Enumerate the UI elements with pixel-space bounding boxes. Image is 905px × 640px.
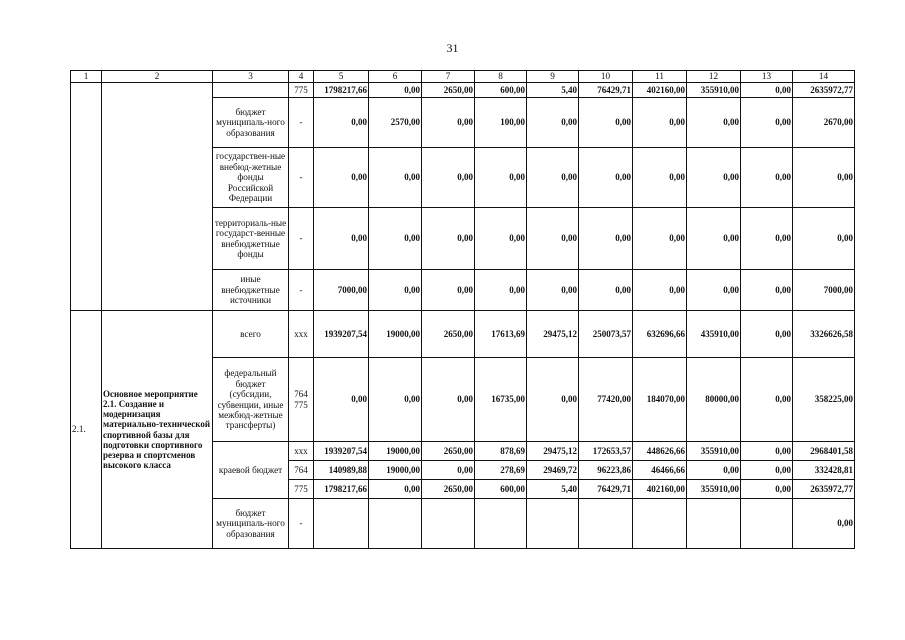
value-cell: 0,00 (579, 270, 633, 311)
value-cell: 0,00 (314, 148, 369, 208)
value-cell (633, 499, 687, 549)
value-cell (741, 499, 793, 549)
value-cell: 1939207,54 (314, 311, 369, 358)
code-cell: 764 (289, 461, 314, 480)
value-cell: 2570,00 (369, 98, 422, 148)
value-cell: 0,00 (369, 208, 422, 270)
value-cell: 7000,00 (314, 270, 369, 311)
value-cell: 29469,72 (527, 461, 579, 480)
table-row (71, 311, 855, 358)
value-cell: 0,00 (741, 480, 793, 499)
value-cell: 250073,57 (579, 311, 633, 358)
value-cell: 2635972,77 (793, 83, 855, 98)
value-cell: 0,00 (741, 148, 793, 208)
value-cell: 2650,00 (422, 442, 475, 461)
value-cell: 29475,12 (527, 311, 579, 358)
value-cell: 355910,00 (687, 83, 741, 98)
blank-cell (71, 83, 102, 311)
value-cell: 402160,00 (633, 480, 687, 499)
value-cell: 0,00 (475, 148, 527, 208)
value-cell: 0,00 (369, 83, 422, 98)
value-cell: 80000,00 (687, 358, 741, 442)
table-row (71, 83, 855, 98)
value-cell: 332428,81 (793, 461, 855, 480)
value-cell: 0,00 (422, 98, 475, 148)
code-cell: - (289, 98, 314, 148)
value-cell: 0,00 (687, 98, 741, 148)
value-cell: 0,00 (741, 208, 793, 270)
value-cell: 0,00 (687, 270, 741, 311)
value-cell: 0,00 (741, 311, 793, 358)
value-cell: 0,00 (422, 270, 475, 311)
value-cell: 1939207,54 (314, 442, 369, 461)
source-cell: федеральный бюджет (субсидии, субвенции, иные межбюд-жетные трансферты) (213, 358, 289, 442)
code-cell: ххх (289, 442, 314, 461)
page-number: 31 (446, 41, 459, 55)
value-cell: 0,00 (687, 208, 741, 270)
column-header: 12 (687, 71, 741, 83)
value-cell: 0,00 (314, 98, 369, 148)
code-cell: - (289, 208, 314, 270)
source-cell: иные внебюджетные источники (213, 270, 289, 311)
value-cell: 7000,00 (793, 270, 855, 311)
source-cell: бюджет муниципаль-ного образования (213, 499, 289, 549)
value-cell: 184070,00 (633, 358, 687, 442)
value-cell: 100,00 (475, 98, 527, 148)
value-cell: 0,00 (687, 148, 741, 208)
value-cell: 172653,57 (579, 442, 633, 461)
value-cell: 435910,00 (687, 311, 741, 358)
value-cell: 0,00 (527, 148, 579, 208)
column-header: 14 (793, 71, 855, 83)
value-cell: 878,69 (475, 442, 527, 461)
value-cell: 0,00 (422, 461, 475, 480)
source-cell (213, 83, 289, 98)
column-header: 7 (422, 71, 475, 83)
value-cell: 0,00 (741, 83, 793, 98)
source-cell: бюджет муниципаль-ного образования (213, 98, 289, 148)
blank-cell (102, 83, 213, 311)
value-cell: 0,00 (369, 358, 422, 442)
value-cell: 0,00 (314, 358, 369, 442)
value-cell: 76429,71 (579, 480, 633, 499)
value-cell: 19000,00 (369, 442, 422, 461)
value-cell: 1798217,66 (314, 480, 369, 499)
value-cell (527, 499, 579, 549)
value-cell (314, 499, 369, 549)
code-cell: ххх (289, 311, 314, 358)
value-cell (579, 499, 633, 549)
value-cell: 0,00 (633, 148, 687, 208)
value-cell: 0,00 (579, 98, 633, 148)
column-header: 9 (527, 71, 579, 83)
value-cell: 0,00 (741, 98, 793, 148)
value-cell: 0,00 (741, 270, 793, 311)
value-cell: 29475,12 (527, 442, 579, 461)
source-cell: территориаль-ные государст-венные внебюджетные фонды (213, 208, 289, 270)
value-cell: 600,00 (475, 83, 527, 98)
value-cell (422, 499, 475, 549)
section-title: Основное мероприятие 2.1. Создание и модернизация материально-технической спортивной базы для подготовки спортивного резерва и спортсменов высокого класса (102, 311, 213, 549)
value-cell: 0,00 (741, 442, 793, 461)
value-cell: 96223,86 (579, 461, 633, 480)
value-cell: 0,00 (422, 358, 475, 442)
value-cell: 0,00 (314, 208, 369, 270)
column-header: 4 (289, 71, 314, 83)
value-cell: 0,00 (369, 148, 422, 208)
value-cell: 0,00 (369, 270, 422, 311)
budget-table (70, 70, 855, 549)
code-cell: - (289, 270, 314, 311)
value-cell: 16735,00 (475, 358, 527, 442)
code-cell: - (289, 499, 314, 549)
value-cell: 600,00 (475, 480, 527, 499)
value-cell: 278,69 (475, 461, 527, 480)
value-cell: 0,00 (633, 270, 687, 311)
value-cell (369, 499, 422, 549)
value-cell: 0,00 (793, 208, 855, 270)
column-header: 13 (741, 71, 793, 83)
column-header: 10 (579, 71, 633, 83)
source-cell: всего (213, 311, 289, 358)
value-cell: 0,00 (579, 208, 633, 270)
value-cell: 0,00 (793, 499, 855, 549)
value-cell: 355910,00 (687, 442, 741, 461)
value-cell: 0,00 (633, 208, 687, 270)
value-cell: 19000,00 (369, 461, 422, 480)
value-cell: 2670,00 (793, 98, 855, 148)
column-header: 2 (102, 71, 213, 83)
value-cell: 0,00 (527, 98, 579, 148)
value-cell: 358225,00 (793, 358, 855, 442)
header-row (71, 71, 855, 83)
value-cell: 2635972,77 (793, 480, 855, 499)
value-cell: 0,00 (475, 270, 527, 311)
value-cell: 0,00 (579, 148, 633, 208)
value-cell: 0,00 (741, 461, 793, 480)
value-cell: 0,00 (793, 148, 855, 208)
code-cell: 764 775 (289, 358, 314, 442)
value-cell (475, 499, 527, 549)
value-cell: 140989,88 (314, 461, 369, 480)
value-cell: 2650,00 (422, 480, 475, 499)
value-cell: 0,00 (741, 358, 793, 442)
value-cell: 3326626,58 (793, 311, 855, 358)
value-cell: 76429,71 (579, 83, 633, 98)
value-cell: 0,00 (527, 358, 579, 442)
column-header: 8 (475, 71, 527, 83)
value-cell: 0,00 (687, 461, 741, 480)
value-cell: 0,00 (369, 480, 422, 499)
source-cell: государствен-ные внебюд-жетные фонды Российской Федерации (213, 148, 289, 208)
value-cell: 448626,66 (633, 442, 687, 461)
value-cell: 5,40 (527, 83, 579, 98)
value-cell: 632696,66 (633, 311, 687, 358)
value-cell: 19000,00 (369, 311, 422, 358)
value-cell: 46466,66 (633, 461, 687, 480)
source-cell: краевой бюджет (213, 442, 289, 499)
value-cell: 0,00 (527, 208, 579, 270)
code-cell: - (289, 148, 314, 208)
code-cell: 775 (289, 83, 314, 98)
value-cell: 17613,69 (475, 311, 527, 358)
value-cell (687, 499, 741, 549)
value-cell: 0,00 (475, 208, 527, 270)
column-header: 5 (314, 71, 369, 83)
value-cell: 2650,00 (422, 311, 475, 358)
value-cell: 0,00 (633, 98, 687, 148)
section-number: 2.1. (71, 311, 102, 549)
value-cell: 2650,00 (422, 83, 475, 98)
value-cell: 1798217,66 (314, 83, 369, 98)
column-header: 1 (71, 71, 102, 83)
column-header: 6 (369, 71, 422, 83)
code-cell: 775 (289, 480, 314, 499)
value-cell: 0,00 (527, 270, 579, 311)
column-header: 3 (213, 71, 289, 83)
value-cell: 77420,00 (579, 358, 633, 442)
value-cell: 0,00 (422, 148, 475, 208)
column-header: 11 (633, 71, 687, 83)
value-cell: 402160,00 (633, 83, 687, 98)
value-cell: 5,40 (527, 480, 579, 499)
value-cell: 2968401,58 (793, 442, 855, 461)
value-cell: 0,00 (422, 208, 475, 270)
value-cell: 355910,00 (687, 480, 741, 499)
